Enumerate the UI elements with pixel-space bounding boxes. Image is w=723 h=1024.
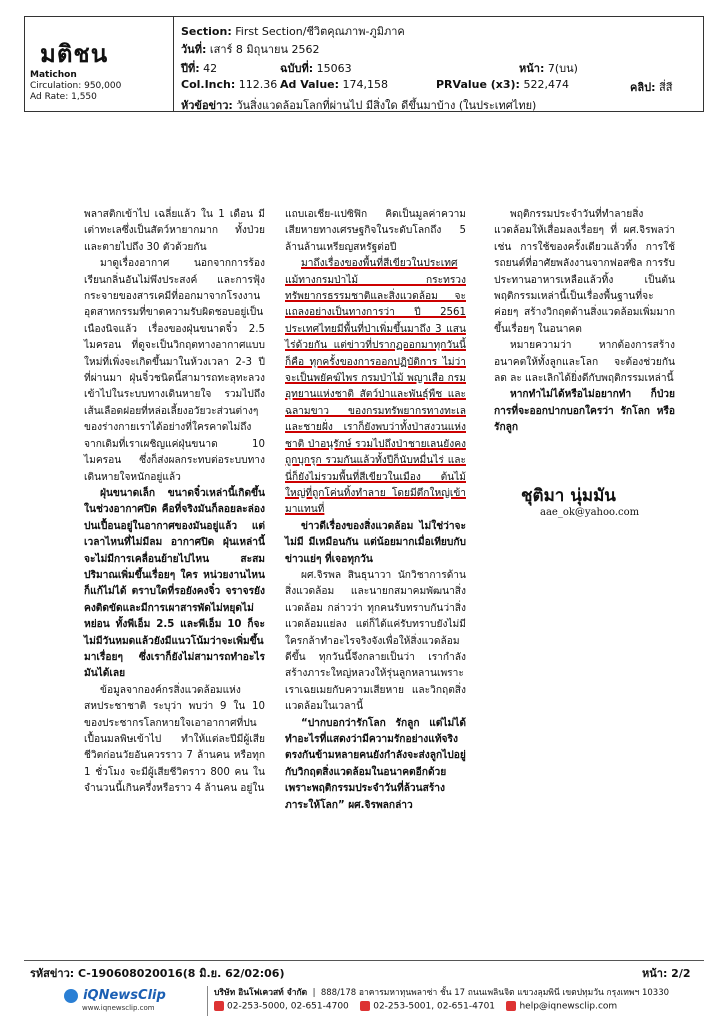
news-code: รหัสข่าว: C-190608020016(8 มิ.ย. 62/02:06) xyxy=(30,967,285,980)
prvalue-row xyxy=(436,78,569,91)
footer-divider xyxy=(24,960,704,961)
paragraph-bold: ฝุ่นขนาดเล็ก ขนาดจิ๋วเหล่านี้เกิดขึ้นในช่วงอากาศปิด คือที่จริงมันก็ลอยละล่องปนเปื้อนอยู่ในอากาศของมันอยู่แล้ว แต่เวลาไหนที่ไม่มีลม อากาศปิด ฝุ่นเหล่านี้จะไม่มีการเคลื่อนย้ายไปไหน สะสมปริมาณเพิ่มขึ้นเรื่อยๆ ใคร หน่วยงานไหนก็แก้ไม่ได้ ตราบใดที่รอยังคงจิ๋ว จราจรยังคงติดขัดและมีการเผาสารพัดไม่หยุดไม่หย่อน ทั้งพีเอ็ม 2.5 และพีเอ็ม 10 ก็จะไม่มีวันหมดแล้วยังมีแนวโน้มว่าจะเพิ่มขึ้นมาเรื่อยๆ ซึ่งเราก็ยังไม่สามารถทำอะไรมันได้เลย xyxy=(84,487,265,680)
fax-icon xyxy=(360,1001,370,1011)
footer-separator xyxy=(207,986,208,1016)
advalue-value: 174,158 xyxy=(342,78,389,91)
clip-row xyxy=(630,78,672,96)
author-email: aae_ok@yahoo.com xyxy=(540,507,640,518)
colinch-label: Col.Inch: xyxy=(181,78,236,91)
article-column-2 xyxy=(285,207,466,814)
colinch-row xyxy=(181,78,277,91)
issue-label: ฉบับที่: xyxy=(280,62,314,75)
paragraph: พลาสติกเข้าไป เฉลี่ยแล้ว ใน 1 เดือน มีเต่าทะเลซึ่งเป็นสัตว์หายากมาก ทั้งป่วยและตายไปถึง 30 ตัวด้วยกัน xyxy=(84,209,265,253)
brand-url: www.iqnewsclip.com xyxy=(82,1004,155,1012)
headline-row xyxy=(181,96,536,114)
clip-value: สี่สี xyxy=(658,81,673,94)
paragraph-highlighted: มาถึงเรื่องของพื้นที่สีเขียวในประเทศ แม้ทางกรมป่าไม้ กระทรวงทรัพยากรธรรมชาติและสิ่งแวดล้อม จะแถลงอย่างเป็นทางการว่า ปี 2561 ประเทศไทยมีพื้นที่ป่าเพิ่มขึ้นมาถึง 3 แสนไร่ด้วยกัน แต่ข่าวที่ปรากฏออกมาทุกวันนี้ก็คือ ทุกครั้งของการออกปฏิบัติการ ไม่ว่าจะเป็นพยัคฆ์ไพร กรมป่าไม้ พญาเสือ กรมอุทยานแห่งชาติ สัตว์ป่าและพันธุ์พืช และฉลามขาว ของกรมทรัพยากรทางทะเลและชายฝั่ง เราก็ยังพบว่าทั้งป่าสงวนแห่งชาติ ป่าอนุรักษ์ รวมไปถึงป่าชายเลนยังคงถูกบุกรุก รวมกันแล้วทั้งปีก็นับหมื่นไร่ และนี่ก็ยังไม่รวมพื้นที่สีเขียวในเมือง ต้นไม้ใหญ่ที่ถูกโค่นทิ้งทำลาย โดยมีตึกใหญ่เข้ามาแทนที่ xyxy=(285,258,466,516)
paragraph-bold: ข่าวดีเรื่องของสิ่งแวดล้อม ไม่ใช่ว่าจะไม่มี มีเหมือนกัน แต่น้อยมากเมื่อเทียบกับข่าวแย่ๆ ที่เจอทุกวัน xyxy=(285,520,466,565)
globe-icon xyxy=(64,989,78,1003)
section-row xyxy=(181,22,405,40)
paragraph: มาดูเรื่องอากาศ นอกจากการร้องเรียนกลิ่นอันไม่พึงประสงค์ และการฟุ้งกระจายของสารเคมีที่ออกมาจากโรงงานอุตสาหกรรมที่ขาดความรับผิดชอบอยู่เป็นเนืองนิจแล้ว เรื่องของฝุ่นขนาดจิ๋ว 2.5 ไมครอน ที่ดูจะเป็นวิกฤตทางอากาศแบบใหม่ที่เพิ่งจะเกิดขึ้นมาในห้วงเวลา 2-3 ปีที่ผ่านมา ฝุ่นจิ๋วชนิดนี้สามารถทะลุทะลวงเข้าไปในระบบทางเดินหายใจ รวมไปถึงเส้นเลือดฝอยที่หล่อเลี้ยงอวัยวะส่วนต่างๆ ของร่างกายเราได้อย่างที่ใครคาดไม่ถึง จากเดิมที่เราเผชิญแค่ฝุ่นขนาด 10 ไมครอน ซึ่งก็ส่งผลกระทบต่อระบบทางเดินหายใจหนักอยู่แล้ว xyxy=(84,258,265,483)
company-address: 888/178 อาคารมหาทุนพลาซ่า ชั้น 17 ถนนเพลินจิต แขวงลุมพินี เขตปทุมวัน กรุงเทพฯ 10330 xyxy=(320,988,670,998)
publication-info xyxy=(30,70,121,103)
paragraph: พฤติกรรมประจำวันที่ทำลายสิ่งแวดล้อมให้เสื่อมลงเรื่อยๆ ที่ ผศ.จิรพลว่าเช่น การใช้ของครั้งเดียวแล้วทิ้ง การใช้รถยนต์ที่อาศัยพลังงานจากฟอสซิล การรับประทานอาหารเหลือแล้วทิ้ง เป็นต้น พฤติกรรมเหล่านี้เป็นเรื่องพื้นฐานที่จะค่อยๆ สร้างวิกฤตด้านสิ่งแวดล้อมเพิ่มมากขึ้นเรื่อยๆ ในอนาคต xyxy=(494,209,675,335)
paragraph: แถบเอเชีย-แปซิฟิก คิดเป็นมูลค่าความเสียหายทางเศรษฐกิจในระดับโลกถึง 5 ล้านล้านเหรียญสหรัฐต่อปี xyxy=(285,209,466,253)
page-row xyxy=(519,59,578,77)
paragraph: ผศ.จิรพล สินธุนาวา นักวิชาการด้านสิ่งแวดล้อม และนายกสมาคมพัฒนาสิ่งแวดล้อม กล่าวว่า ทุกคนรับทราบกันว่าสิ่งแวดล้อมแย่ลง แต่ก็ได้แค่รับทราบยังไม่มีใครกล้าทำอะไรจริงจังเพื่อให้สิ่งแวดล้อมดีขึ้น ทุกวันนี้จึงกลายเป็นว่า เรากำลังสร้างภาระใหญ่หลวงให้รุ่นลูกหลานเพราะเราเฉยเมยกับความเสียหาย และวิกฤตสิ่งแวดล้อมในเวลานี้ xyxy=(285,569,466,713)
prvalue-label: PRValue (x3): xyxy=(436,78,520,91)
phone-icon xyxy=(214,1001,224,1011)
date-row xyxy=(181,40,319,58)
advalue-label: Ad Value: xyxy=(280,78,340,91)
brand-logo xyxy=(64,985,166,1012)
clip-label: คลิป: xyxy=(630,81,656,94)
prvalue-value: 522,474 xyxy=(523,78,569,91)
page-count: หน้า: 2/2 xyxy=(642,967,691,980)
contact-line xyxy=(214,1001,617,1012)
publication-name: Matichon xyxy=(30,70,77,80)
issue-row xyxy=(280,59,352,77)
section-label: Section: xyxy=(181,25,232,38)
paragraph: หมายความว่า หากต้องการสร้างอนาคตให้ทั้งลูกและโลก จะต้องช่วยกันลด ละ และเลิกได้ยิ่งดีกับพฤติกรรมเหล่านี้ xyxy=(494,340,675,385)
email-icon xyxy=(506,1001,516,1011)
circulation: Circulation: 950,000 xyxy=(30,81,122,91)
author-signature: ชุติมา นุ่มมัน xyxy=(521,486,616,506)
advalue-row xyxy=(280,78,388,91)
date-value: เสาร์ 8 มิถุนายน 2562 xyxy=(209,43,320,56)
section-value: First Section/ชีวิตคุณภาพ-ภูมิภาค xyxy=(235,25,405,38)
company-line: บริษัท อินโฟเควสท์ จำกัด | 888/178 อาคารมหาทุนพลาซ่า ชั้น 17 ถนนเพลินจิต แขวงลุมพินี เขตปทุมวัน กรุงเทพฯ 10330 xyxy=(214,988,670,998)
article-column-1 xyxy=(84,207,265,798)
ad-rate: Ad Rate: 1,550 xyxy=(30,92,97,102)
headline-value: วันสิ่งแวดล้อมโลกที่ผ่านไป มีสิ่งใด ดีขึ้นมาบ้าง (ในประเทศไทย) xyxy=(236,99,537,112)
phone: 02-253-5000, 02-651-4700 xyxy=(227,1001,349,1012)
date-label: วันที่: xyxy=(181,43,207,56)
colinch-value: 112.36 xyxy=(238,78,278,91)
publication-logo: มติชน xyxy=(40,40,109,68)
quote-bold: “ปากบอกว่ารักโลก รักลูก แต่ไม่ได้ทำอะไรที่แสดงว่ามีความรักอย่างแท้จริง ตรงกันข้ามหลายคนยังกำลังจะส่งลูกไปอยู่กับวิกฤตสิ่งแวดล้อมในอนาคตอีกด้วย เพราะพฤติกรรมประจำวันที่ล้วนสร้างภาระให้โลก” ผศ.จิรพลกล่าว xyxy=(285,717,466,811)
paragraph: ข้อมูลจากองค์กรสิ่งแวดล้อมแห่งสหประชาชาติ ระบุว่า พบว่า 9 ใน 10 ของประชากรโลกหายใจเอาอากาศที่ปนเปื้อนมลพิษเข้าไป ทำให้แต่ละปีมีผู้เสียชีวิตก่อนวัยอันควรราว 7 ล้านคน หรือทุก 1 ชั่วโมง จะมีผู้เสียชีวิตราว 800 คน ในจำนวนนี้เกินครึ่งหรือราว 4 ล้านคน อยู่ใน xyxy=(84,684,265,795)
brand-name: iQNewsClip xyxy=(83,988,166,1003)
paragraph-bold: หากทำไม่ได้หรือไม่อยากทำ ก็ป่วยการที่จะออกปากบอกใครว่า รักโลก หรือรักลูก xyxy=(494,389,675,434)
page-label: หน้า: xyxy=(519,62,545,75)
year-value: 42 xyxy=(203,62,218,75)
article-column-3 xyxy=(494,207,675,437)
contact-email: help@iqnewsclip.com xyxy=(519,1001,618,1012)
fax: 02-253-5001, 02-651-4701 xyxy=(373,1001,496,1012)
year-label: ปีที่: xyxy=(181,62,200,75)
company-name: บริษัท อินโฟเควสท์ จำกัด xyxy=(214,988,308,998)
page-value: 7(บน) xyxy=(547,62,578,75)
issue-value: 15063 xyxy=(316,62,352,75)
headline-label: หัวข้อข่าว: xyxy=(181,99,233,112)
year-row xyxy=(181,59,217,77)
